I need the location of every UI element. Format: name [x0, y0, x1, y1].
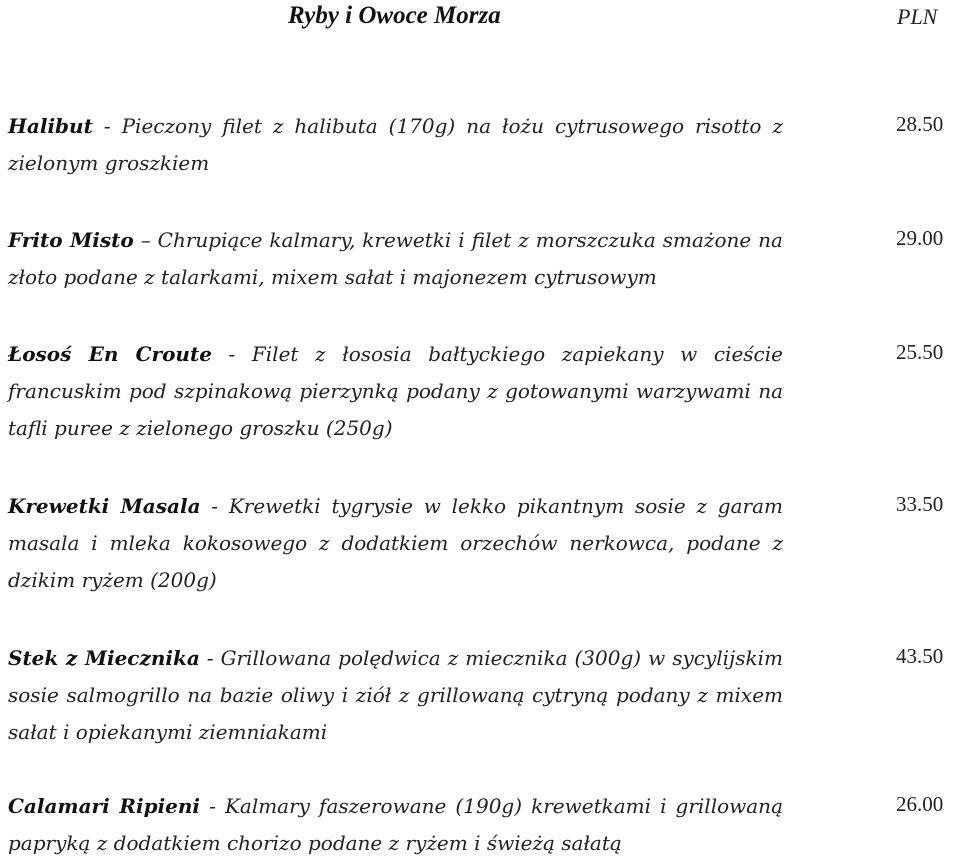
dish-name: Stek z Miecznika [8, 646, 200, 670]
menu-item-stek-z-miecznika [8, 640, 960, 751]
dish-text [8, 488, 783, 599]
dish-separator: - [92, 114, 122, 138]
dish-name: Frito Misto [8, 228, 134, 252]
dish-separator: - [200, 794, 225, 818]
dish-description: Krewetki tygrysie w lekko pikantnym sosie z garam masala i mleka kokosowego z dodatkiem orzechów nerkowca, podane z dzikim ryżem (200g) [8, 494, 783, 592]
dish-name: Calamari Ripieni [8, 794, 201, 818]
dish-price: 28.50 [896, 112, 944, 136]
menu-item-krewetki-masala [8, 488, 960, 599]
dish-description: Pieczony filet z halibuta (170g) na łożu cytrusowego risotto z zielonym groszkiem [8, 114, 783, 175]
dish-price: 29.00 [896, 226, 944, 250]
dish-separator: - [211, 342, 252, 366]
dish-text [8, 640, 783, 751]
dish-price: 33.50 [896, 492, 944, 516]
dish-price: 43.50 [896, 644, 944, 668]
menu-item-losos-en-croute [8, 336, 960, 447]
dish-separator: - [199, 646, 221, 670]
dish-description: Chrupiące kalmary, krewetki i filet z morszczuka smażone na złoto podane z talarkami, mixem sałat i majonezem cytrusowym [8, 228, 783, 289]
dish-text [8, 788, 783, 862]
menu-item-calamari-ripieni [8, 788, 960, 862]
dish-description: Kalmary faszerowane (190g) krewetkami i grillowaną papryką z dodatkiem chorizo podane z ryżem i świeżą sałatą [8, 794, 783, 855]
dish-description: Grillowana polędwica z miecznika (300g) w sycylijskim sosie salmogrillo na bazie oliwy i ziół z grillowaną cytryną podany z mixem sałat i opiekanymi ziemniakami [8, 646, 783, 744]
dish-text [8, 108, 783, 182]
dish-separator: – [133, 228, 158, 252]
dish-name: Halibut [8, 114, 93, 138]
section-title: Ryby i Owoce Morza [288, 2, 501, 29]
currency-label: PLN [897, 4, 938, 29]
dish-price: 26.00 [896, 792, 944, 816]
dish-name: Krewetki Masala [8, 494, 201, 518]
menu-item-halibut [8, 108, 960, 182]
dish-name: Łosoś En Croute [8, 342, 212, 366]
dish-price: 25.50 [896, 340, 944, 364]
dish-description: Filet z łososia bałtyckiego zapiekany w cieście francuskim pod szpinakową pierzynką podany z gotowanymi warzywami na tafli puree z zielonego groszku (250g) [8, 342, 783, 440]
dish-text [8, 222, 783, 296]
dish-text [8, 336, 783, 447]
dish-separator: - [200, 494, 229, 518]
menu-item-frito-misto [8, 222, 960, 296]
